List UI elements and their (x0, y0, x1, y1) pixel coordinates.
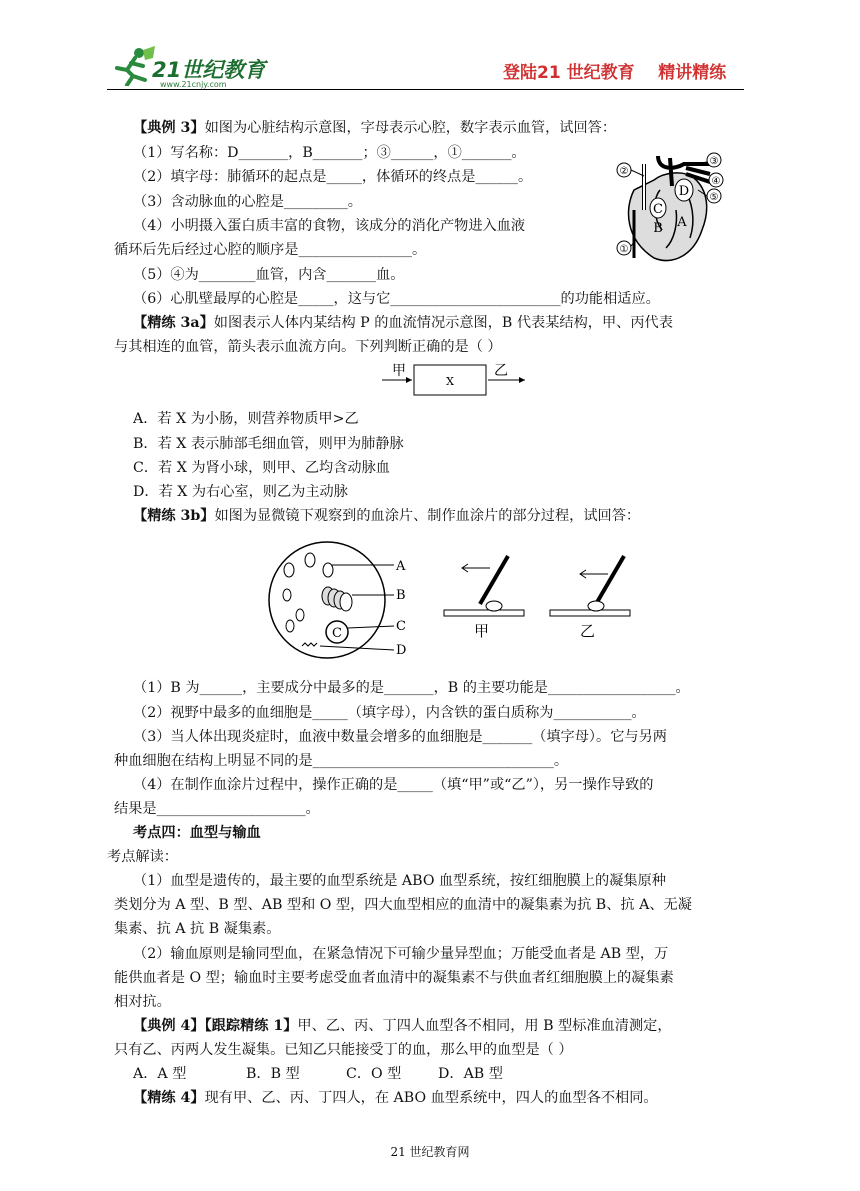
header-rule (107, 89, 744, 90)
smear-label-a: A (396, 559, 406, 574)
ex4-option-d: D．AB 型 (438, 1066, 503, 1082)
section4-p1c: 集素、抗 A 抗 B 凝集素。 (114, 921, 281, 937)
flow-label-box: X (446, 375, 454, 388)
caption-yi: 乙 (580, 622, 596, 640)
heart-label-b: B (653, 221, 663, 236)
header-title: 登陆21 世纪教育 精讲精练 (503, 63, 727, 83)
ex3b-q1: （1）B 为______，主要成分中最多的是_______，B 的主要功能是__________________。 (133, 680, 690, 696)
ex3-q5: （5）④为________血管，内含_______血。 (133, 267, 405, 283)
ex3-q4a: （4）小明摄入蛋白质丰富的食物，该成分的消化产物进入血液 (133, 218, 526, 234)
flow-label-right: 乙 (494, 363, 508, 379)
ex3b-q3a: （3）当人体出现炎症时，血液中数量会增多的血细胞是_______（填字母）。它与另两 (133, 729, 667, 745)
section4-p1a: （1）血型是遗传的，最主要的血型系统是 ABO 血型系统，按红细胞膜上的凝集原种 (133, 873, 666, 889)
ex4-option-b: B．B 型 (246, 1066, 300, 1082)
ex4b-line1: 【精练 4】现有甲、乙、丙、丁四人，在 ABO 血型系统中，四人的血型各不相同。 (133, 1090, 658, 1106)
section4-p2c: 相对抗。 (114, 994, 171, 1010)
heart-label-4: ④ (711, 176, 721, 187)
ex3-q6: （6）心肌壁最厚的心腔是_____，这与它________________________的功能相适应。 (133, 291, 660, 307)
ex3-q1: （1）写名称：D_______，B_______；③______，①_______。 (133, 145, 526, 161)
heart-label-1: ① (619, 244, 629, 255)
ex3-q2: （2）填字母：肺循环的起点是_____，体循环的终点是______。 (133, 169, 533, 185)
ex3-q4b: 循环后先后经过心腔的顺序是________________。 (114, 242, 427, 258)
ex3a-option-c: C．若 X 为肾小球，则甲、乙均含动脉血 (133, 460, 390, 476)
logo-url: www.21cnjy.com (160, 80, 227, 89)
ex3-q3: （3）含动脉血的心腔是_________。 (133, 194, 362, 210)
ex4-options (133, 1064, 503, 1084)
section4-p2b: 能供血者是 O 型；输血时主要考虑受血者血清中的凝集素不与供血者红细胞膜上的凝集素 (114, 970, 674, 986)
section4-sub: 考点解读： (107, 849, 178, 865)
ex3b-q3b: 种血细胞在结构上明显不同的是__________________________________。 (114, 753, 569, 769)
smear-label-b: B (396, 588, 406, 603)
flow-label-left: 甲 (392, 363, 406, 379)
heart-label-a: A (677, 215, 687, 230)
ex3a-option-a: A．若 X 为小肠，则营养物质甲>乙 (133, 411, 359, 427)
ex3-intro: 【典例 3】如图为心脏结构示意图，字母表示心腔，数字表示血管，试回答： (133, 120, 617, 136)
heart-label-c: C (653, 202, 663, 217)
section4-p2a: （2）输血原则是输同型血，在紧急情况下可输少量异型血；万能受血者是 AB 型，万 (133, 946, 669, 962)
logo-text: 21世纪教育 (152, 58, 266, 82)
ex3b-q2: （2）视野中最多的血细胞是_____（填字母），内含铁的蛋白质称为___________。 (133, 705, 646, 721)
ex3a-line1: 【精练 3a】如图表示人体内某结构 P 的血流情况示意图，B 代表某结构，甲、丙代表 (133, 315, 673, 331)
ex4-option-c: C．O 型 (346, 1066, 402, 1082)
heart-diagram (614, 150, 730, 268)
heart-label-3: ③ (709, 156, 719, 167)
blood-smear-figure (262, 540, 642, 665)
section4-p1b: 类划分为 A 型、B 型、AB 型和 O 型，四大血型相应的血清中的凝集素为抗 B、抗 A、无凝 (114, 897, 692, 913)
smear-label-c: C (396, 619, 406, 634)
ex3b-q4a: （4）在制作血涂片过程中，操作正确的是_____（填“甲”或“乙”），另一操作导致的 (133, 777, 654, 793)
heart-label-2: ② (619, 166, 629, 177)
ex3a-option-d: D．若 X 为右心室，则乙为主动脉 (133, 484, 348, 500)
ex3b-q4b: 结果是_____________________。 (114, 801, 320, 817)
heart-label-5: ⑤ (709, 192, 719, 203)
page-footer: 21 世纪教育网 (390, 1145, 470, 1159)
ex4-line1: 【典例 4】【跟踪精练 1】甲、乙、丙、丁四人血型各不相同，用 B 型标准血清测定， (133, 1018, 672, 1034)
caption-jia: 甲 (474, 622, 490, 640)
ex3b-intro: 【精练 3b】如图为显微镜下观察到的血涂片、制作血涂片的部分过程，试回答： (133, 508, 641, 524)
section4-title: 考点四：血型与输血 (133, 825, 261, 841)
ex4-line2: 只有乙、丙两人发生凝集。已知乙只能接受丁的血，那么甲的血型是（ ） (114, 1042, 573, 1058)
smear-label-d: D (396, 643, 407, 658)
ex3a-line2: 与其相连的血管，箭头表示血流方向。下列判断正确的是（ ） (114, 339, 502, 355)
ex3a-option-b: B．若 X 表示肺部毛细血管，则甲为肺静脉 (133, 436, 404, 452)
flow-diagram (380, 360, 530, 400)
svg-text:C: C (332, 626, 342, 641)
ex4-option-a: A．A 型 (133, 1066, 187, 1082)
logo-runner-icon (105, 46, 157, 86)
heart-label-d: D (678, 184, 690, 199)
